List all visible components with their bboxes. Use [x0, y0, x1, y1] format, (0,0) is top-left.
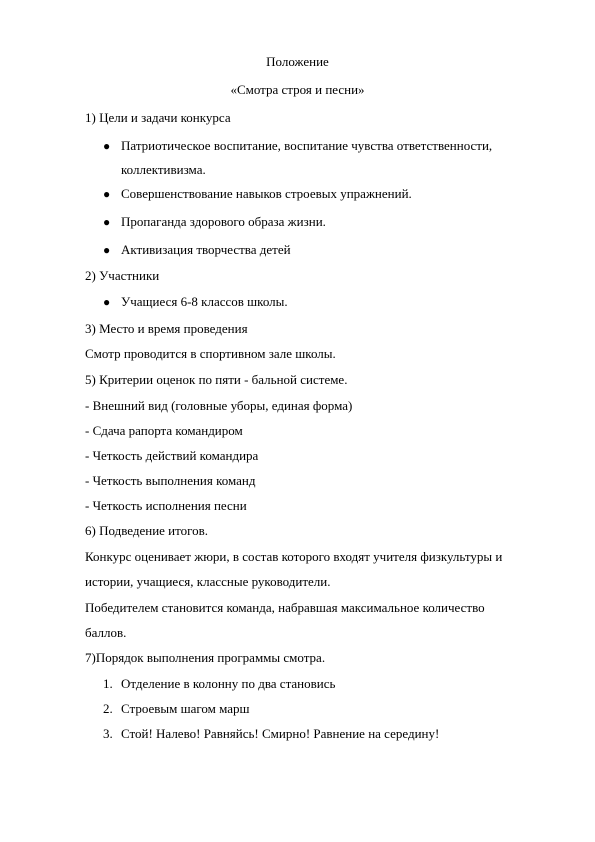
criteria-item-4: - Четкость выполнения команд [85, 473, 256, 488]
program-step-3: Стой! Налево! Равняйсь! Смирно! Равнение на середину! [121, 726, 440, 741]
goal-item-1: Патриотическое воспитание, воспитание чувства ответственности, [121, 138, 493, 153]
section-5-heading: 5) Критерии оценок по пяти - бальной системе. [85, 372, 348, 387]
criteria-item-3: - Четкость действий командира [85, 448, 259, 463]
goal-item-1-continued: коллективизма. [121, 162, 206, 177]
document-title: Положение [266, 54, 329, 69]
results-line-4: баллов. [85, 625, 127, 640]
participants-item: Учащиеся 6-8 классов школы. [121, 294, 288, 309]
goal-item-3: Пропаганда здорового образа жизни. [121, 214, 326, 229]
bullet-icon: ● [103, 215, 111, 229]
section-6-heading: 6) Подведение итогов. [85, 523, 209, 538]
bullet-icon: ● [103, 295, 111, 309]
bullet-icon: ● [103, 243, 111, 257]
step-number-2: 2. [103, 701, 113, 716]
criteria-item-1: - Внешний вид (головные уборы, единая форма) [85, 398, 353, 413]
section-2-heading: 2) Участники [85, 268, 160, 283]
goal-item-4: Активизация творчества детей [121, 242, 291, 257]
criteria-item-5: - Четкость исполнения песни [85, 498, 247, 513]
bullet-icon: ● [103, 139, 111, 153]
results-line-1: Конкурс оценивает жюри, в состав которого входят учителя физкультуры и [85, 549, 503, 564]
section-3-text: Смотр проводится в спортивном зале школы. [85, 346, 336, 361]
results-line-3: Победителем становится команда, набравшая максимальное количество [85, 600, 485, 615]
section-7-heading: 7)Порядок выполнения программы смотра. [85, 650, 326, 665]
bullet-icon: ● [103, 187, 111, 201]
criteria-item-2: - Сдача рапорта командиром [85, 423, 243, 438]
program-step-2: Строевым шагом марш [121, 701, 250, 716]
results-line-2: истории, учащиеся, классные руководители. [85, 574, 331, 589]
document-subtitle: «Смотра строя и песни» [230, 82, 365, 97]
program-step-1: Отделение в колонну по два становись [121, 676, 336, 691]
step-number-3: 3. [103, 726, 113, 741]
section-3-heading: 3) Место и время проведения [85, 321, 248, 336]
section-1-heading: 1) Цели и задачи конкурса [85, 110, 231, 125]
step-number-1: 1. [103, 676, 113, 691]
goal-item-2: Совершенствование навыков строевых упражнений. [121, 186, 412, 201]
